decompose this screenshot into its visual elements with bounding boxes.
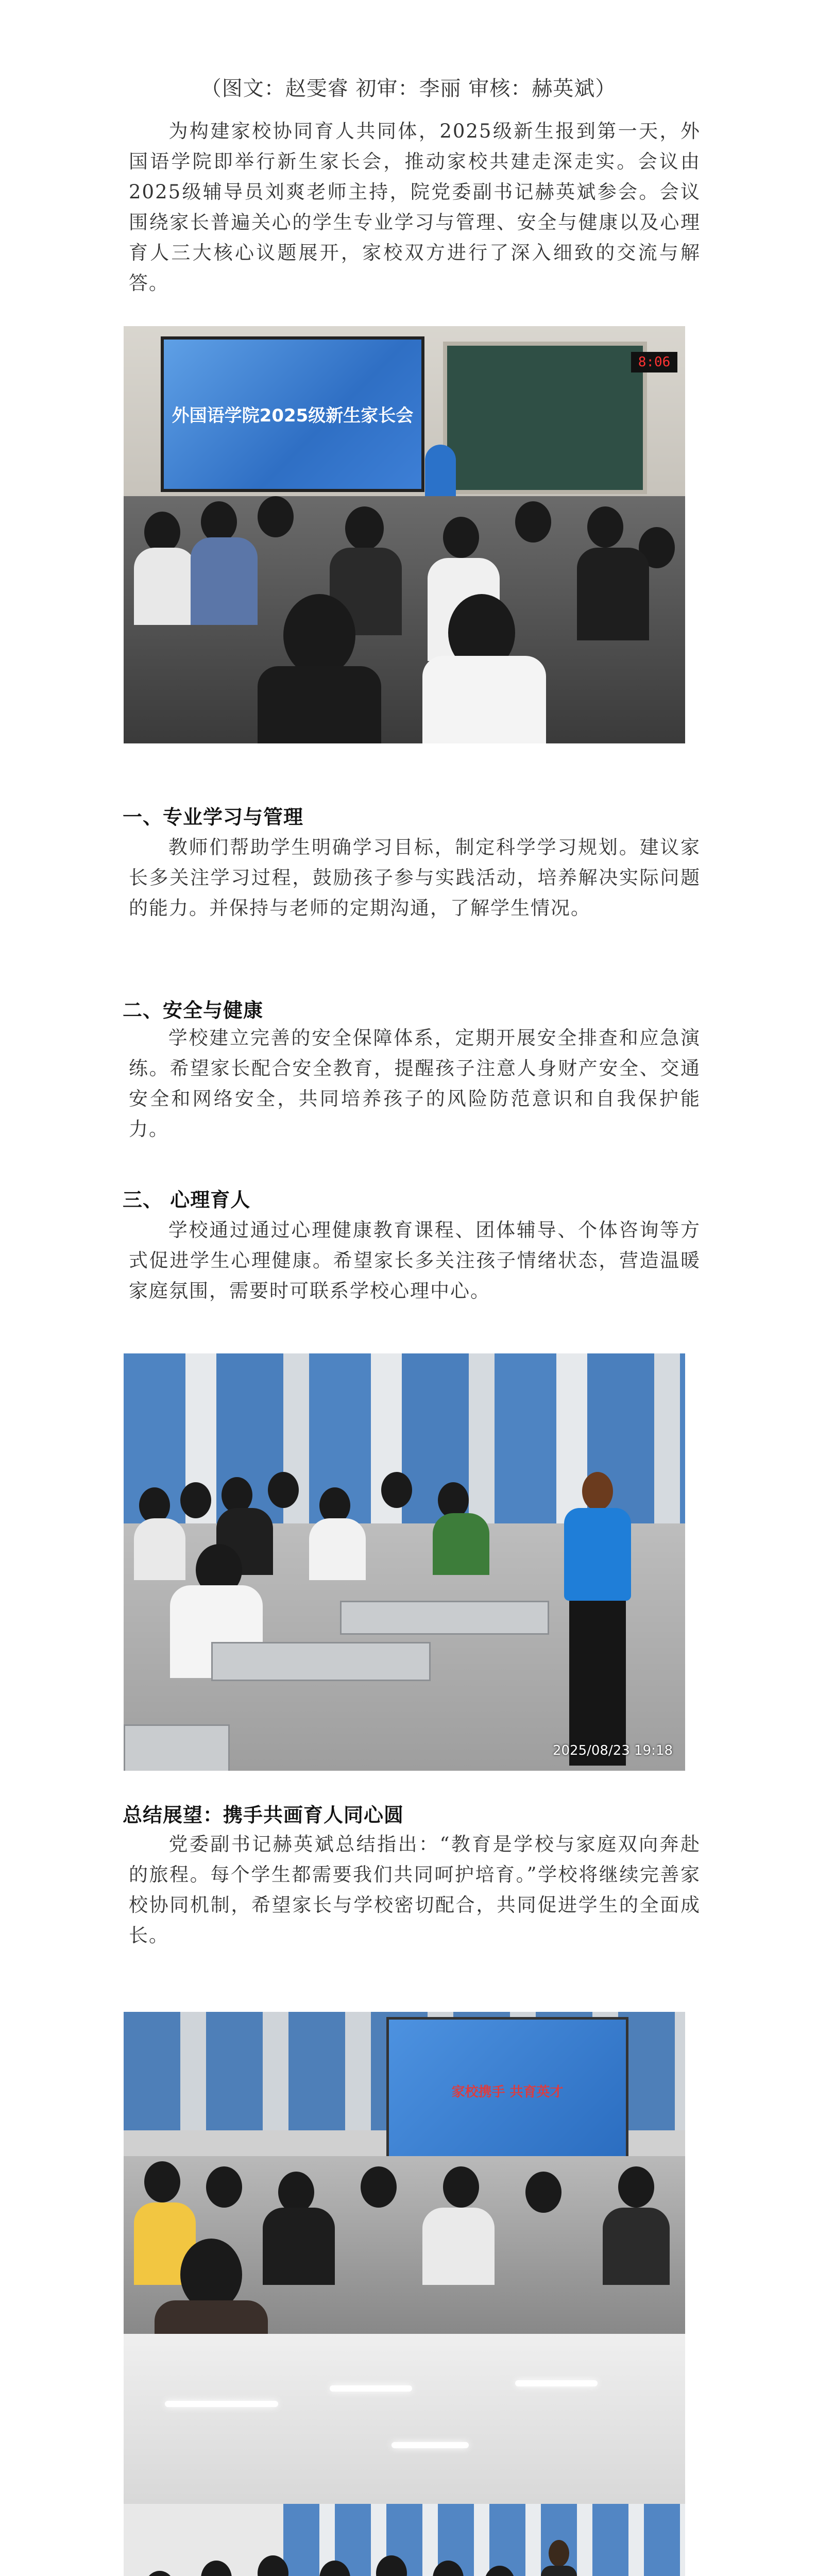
wall-clock: 8:06 — [631, 352, 677, 372]
projector-screen — [161, 336, 424, 492]
projector-screen-red-text — [386, 2017, 628, 2161]
intro-paragraph — [129, 116, 701, 298]
section-body-1-text: 教师们帮助学生明确学习目标，制定科学学习规划。建议家长多关注学习过程，鼓励孩子参与实践活动，培养解决实际问题的能力。并保持与老师的定期沟通，了解学生情况。 — [129, 836, 701, 919]
section-body-3-text: 学校通过通过心理健康教育课程、团体辅导、个体咨询等方式促进学生心理健康。希望家长多关注孩子情绪状态，营造温暖家庭氛围，需要时可联系学校心理中心。 — [129, 1219, 701, 1302]
photo-timestamp: 2025/08/23 19:18 — [552, 1743, 673, 1758]
intro-text: 为构建家校协同育人共同体，2025级新生报到第一天，外国语学院即举行新生家长会，推动家校共建走深走实。会议由2025级辅导员刘爽老师主持，院党委副书记赫英斌参会。会议围绕家长普遍关心的学生专业学习与管理、安全与健康以及心理育人三大核心议题展开，家校双方进行了深入细致的交流与解答。 — [129, 120, 701, 294]
projector-screen-title: 外国语学院2025级新生家长会 — [172, 405, 414, 426]
section-body-2 — [129, 1023, 701, 1144]
section-body-4-text: 党委副书记赫英斌总结指出：“教育是学校与家庭双向奔赴的旅程。每个学生都需要我们共同呵护培育。”学校将继续完善家校协同机制，希望家长与学校密切配合，共同促进学生的全面成长。 — [129, 1833, 701, 1946]
host-standing-figure — [536, 2535, 582, 2576]
meeting-photo-projector — [124, 326, 685, 743]
meeting-photo-teacher — [124, 1353, 685, 1771]
meeting-photo-classroom-wide — [124, 2334, 685, 2576]
section-body-3 — [129, 1215, 701, 1306]
article-credits: （图文：赵雯睿 初审：李丽 审核：赫英斌） — [200, 77, 617, 100]
projector-screen-caption: 家校携手 共育英才 — [451, 2084, 564, 2100]
section-body-1 — [129, 832, 701, 923]
section-heading-4: 总结展望：携手共画育人同心圆 — [123, 1804, 404, 1826]
section-heading-3: 三、 心理育人 — [123, 1189, 251, 1211]
section-body-4 — [129, 1829, 701, 1951]
blackboard — [443, 342, 647, 494]
section-body-2-text: 学校建立完善的安全保障体系，定期开展安全排查和应急演练。希望家长配合安全教育，提醒孩子注意人身财产安全、交通安全和网络安全，共同培养孩子的风险防范意识和自我保护能力。 — [129, 1027, 701, 1140]
section-heading-2: 二、安全与健康 — [123, 999, 264, 1022]
section-heading-1: 一、专业学习与管理 — [123, 806, 304, 828]
teacher-figure — [559, 1462, 636, 1766]
meeting-photo-audience — [124, 2012, 685, 2334]
